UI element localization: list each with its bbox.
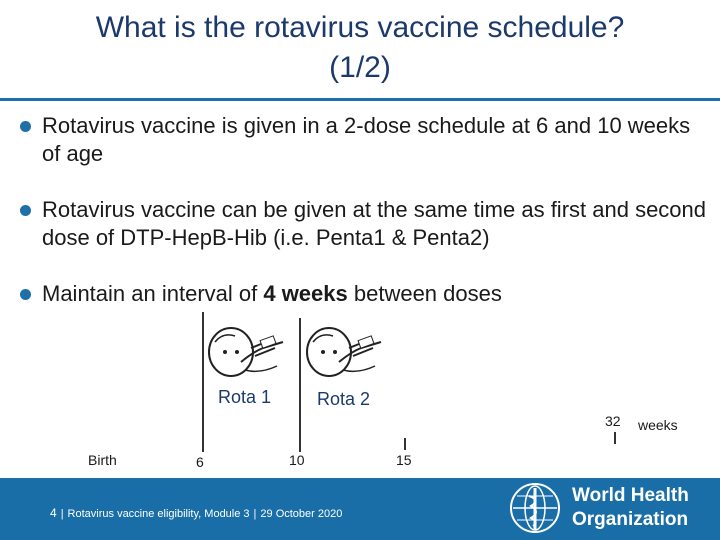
bullet-dot-icon bbox=[20, 289, 31, 300]
dose-1-marker bbox=[202, 312, 204, 452]
page-number: 4 bbox=[50, 506, 57, 520]
timeline-tick-label: 10 bbox=[289, 452, 305, 468]
timeline-tick bbox=[614, 432, 616, 444]
who-emblem-icon bbox=[505, 480, 565, 536]
baby-vaccination-icon bbox=[205, 322, 287, 382]
timeline-end-label: 32 bbox=[605, 413, 621, 429]
bullet-emphasis: 4 weeks bbox=[263, 281, 348, 306]
footer-course: Rotavirus vaccine eligibility, Module 3 bbox=[67, 508, 250, 520]
slide-title-line1: What is the rotavirus vaccine schedule? bbox=[95, 11, 625, 44]
dose-2-marker bbox=[299, 318, 301, 452]
footer-info: 4 | Rotavirus vaccine eligibility, Module 3 | 29 October 2020 bbox=[50, 506, 343, 520]
bullet-dot-icon bbox=[20, 121, 31, 132]
who-name bbox=[572, 484, 689, 532]
baby-vaccination-icon bbox=[303, 322, 385, 382]
bullet-dot-icon bbox=[20, 205, 31, 216]
timeline-tick bbox=[404, 438, 406, 450]
bullet-item bbox=[20, 280, 710, 308]
timeline-tick-label: Birth bbox=[88, 452, 117, 468]
slide-title bbox=[0, 8, 720, 88]
dose-2-label: Rota 2 bbox=[317, 389, 371, 409]
dose-1-label: Rota 1 bbox=[218, 387, 272, 407]
footer-date: 29 October 2020 bbox=[260, 508, 343, 520]
timeline-tick-label: 15 bbox=[396, 452, 412, 468]
bullet-item bbox=[20, 196, 710, 252]
bullet-item bbox=[20, 112, 710, 168]
bullet-text-before: Maintain an interval of bbox=[42, 281, 264, 306]
who-name-line2: Organization bbox=[572, 509, 689, 530]
slide-title-line2: (1/2) bbox=[329, 51, 391, 84]
bullet-text: Rotavirus vaccine is given in a 2-dose schedule at 6 and 10 weeks of age bbox=[42, 113, 691, 166]
bullet-text: Rotavirus vaccine can be given at the same time as first and second dose of DTP-HepB-Hib (i.e. Penta1 & Penta2) bbox=[42, 197, 707, 250]
bullet-text-after: between doses bbox=[347, 281, 502, 306]
who-name-line1: World Health bbox=[572, 485, 689, 506]
title-divider bbox=[0, 98, 720, 101]
bullet-text bbox=[42, 280, 710, 308]
timeline-unit-label: weeks bbox=[638, 417, 678, 433]
timeline-tick-label: 6 bbox=[196, 454, 204, 470]
